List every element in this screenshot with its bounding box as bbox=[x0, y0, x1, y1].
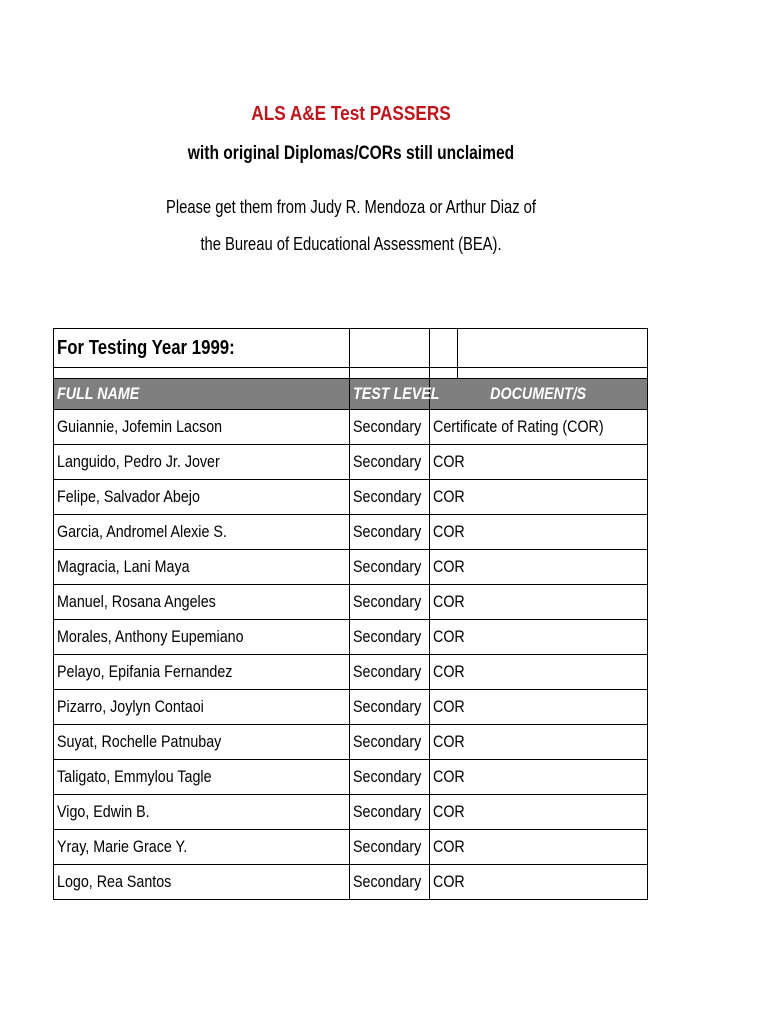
full-name-cell: Pelayo, Epifania Fernandez bbox=[54, 655, 350, 690]
table-row bbox=[54, 690, 648, 725]
page-subtitle: with original Diplomas/CORs still unclaimed bbox=[187, 143, 515, 164]
test-level-cell: Secondary bbox=[350, 865, 430, 900]
test-level-cell: Secondary bbox=[350, 585, 430, 620]
full-name-cell: Yray, Marie Grace Y. bbox=[54, 830, 350, 865]
table-row bbox=[54, 445, 648, 480]
test-level-cell: Secondary bbox=[350, 445, 430, 480]
test-level-cell: Secondary bbox=[350, 550, 430, 585]
table-row bbox=[54, 585, 648, 620]
test-level-cell: Secondary bbox=[350, 725, 430, 760]
instruction-line-2: the Bureau of Educational Assessment (BEA). bbox=[200, 234, 502, 254]
empty-cell bbox=[430, 329, 458, 368]
document-cell: COR bbox=[430, 795, 648, 830]
full-name-cell: Logo, Rea Santos bbox=[54, 865, 350, 900]
document-cell: COR bbox=[430, 760, 648, 795]
empty-cell bbox=[458, 368, 648, 379]
column-header-row bbox=[54, 379, 648, 410]
test-level-cell: Secondary bbox=[350, 480, 430, 515]
empty-cell bbox=[430, 368, 458, 379]
passers-table bbox=[53, 328, 648, 900]
full-name-cell: Guiannie, Jofemin Lacson bbox=[54, 410, 350, 445]
column-header-test-level: TEST LEVEL bbox=[350, 379, 430, 410]
table-row bbox=[54, 620, 648, 655]
test-level-cell: Secondary bbox=[350, 760, 430, 795]
document-cell: COR bbox=[430, 445, 648, 480]
document-cell: COR bbox=[430, 830, 648, 865]
table-row bbox=[54, 830, 648, 865]
document-cell: COR bbox=[430, 865, 648, 900]
full-name-cell: Felipe, Salvador Abejo bbox=[54, 480, 350, 515]
full-name-cell: Pizarro, Joylyn Contaoi bbox=[54, 690, 350, 725]
test-level-cell: Secondary bbox=[350, 410, 430, 445]
full-name-cell: Garcia, Andromel Alexie S. bbox=[54, 515, 350, 550]
column-header-full-name: FULL NAME bbox=[54, 379, 350, 410]
table-row bbox=[54, 480, 648, 515]
test-level-cell: Secondary bbox=[350, 690, 430, 725]
document-cell: COR bbox=[430, 655, 648, 690]
full-name-cell: Languido, Pedro Jr. Jover bbox=[54, 445, 350, 480]
full-name-cell: Manuel, Rosana Angeles bbox=[54, 585, 350, 620]
empty-cell bbox=[458, 329, 648, 368]
document-cell: COR bbox=[430, 585, 648, 620]
document-cell: COR bbox=[430, 480, 648, 515]
testing-year-label: For Testing Year 1999: bbox=[54, 329, 350, 368]
document-cell: COR bbox=[430, 550, 648, 585]
document-cell: COR bbox=[430, 725, 648, 760]
test-level-cell: Secondary bbox=[350, 620, 430, 655]
table-row bbox=[54, 410, 648, 445]
full-name-cell: Taligato, Emmylou Tagle bbox=[54, 760, 350, 795]
full-name-cell: Morales, Anthony Eupemiano bbox=[54, 620, 350, 655]
full-name-cell: Vigo, Edwin B. bbox=[54, 795, 350, 830]
test-level-cell: Secondary bbox=[350, 795, 430, 830]
spacer-row bbox=[54, 368, 648, 379]
column-header-documents: DOCUMENT/S bbox=[430, 379, 648, 410]
table-row bbox=[54, 795, 648, 830]
full-name-cell: Magracia, Lani Maya bbox=[54, 550, 350, 585]
test-level-cell: Secondary bbox=[350, 830, 430, 865]
test-level-cell: Secondary bbox=[350, 515, 430, 550]
empty-cell bbox=[54, 368, 350, 379]
empty-cell bbox=[350, 329, 430, 368]
table-row bbox=[54, 515, 648, 550]
table-row bbox=[54, 865, 648, 900]
table-row bbox=[54, 655, 648, 690]
document-cell: COR bbox=[430, 620, 648, 655]
table-row bbox=[54, 550, 648, 585]
instruction-line-1: Please get them from Judy R. Mendoza or Arthur Diaz of bbox=[166, 197, 536, 217]
page-title: ALS A&E Test PASSERS bbox=[251, 103, 451, 125]
test-level-cell: Secondary bbox=[350, 655, 430, 690]
full-name-cell: Suyat, Rochelle Patnubay bbox=[54, 725, 350, 760]
table-row bbox=[54, 760, 648, 795]
document-cell: COR bbox=[430, 690, 648, 725]
document-cell: COR bbox=[430, 515, 648, 550]
table-row bbox=[54, 725, 648, 760]
document-cell: Certificate of Rating (COR) bbox=[430, 410, 648, 445]
empty-cell bbox=[350, 368, 430, 379]
testing-year-row bbox=[54, 329, 648, 368]
